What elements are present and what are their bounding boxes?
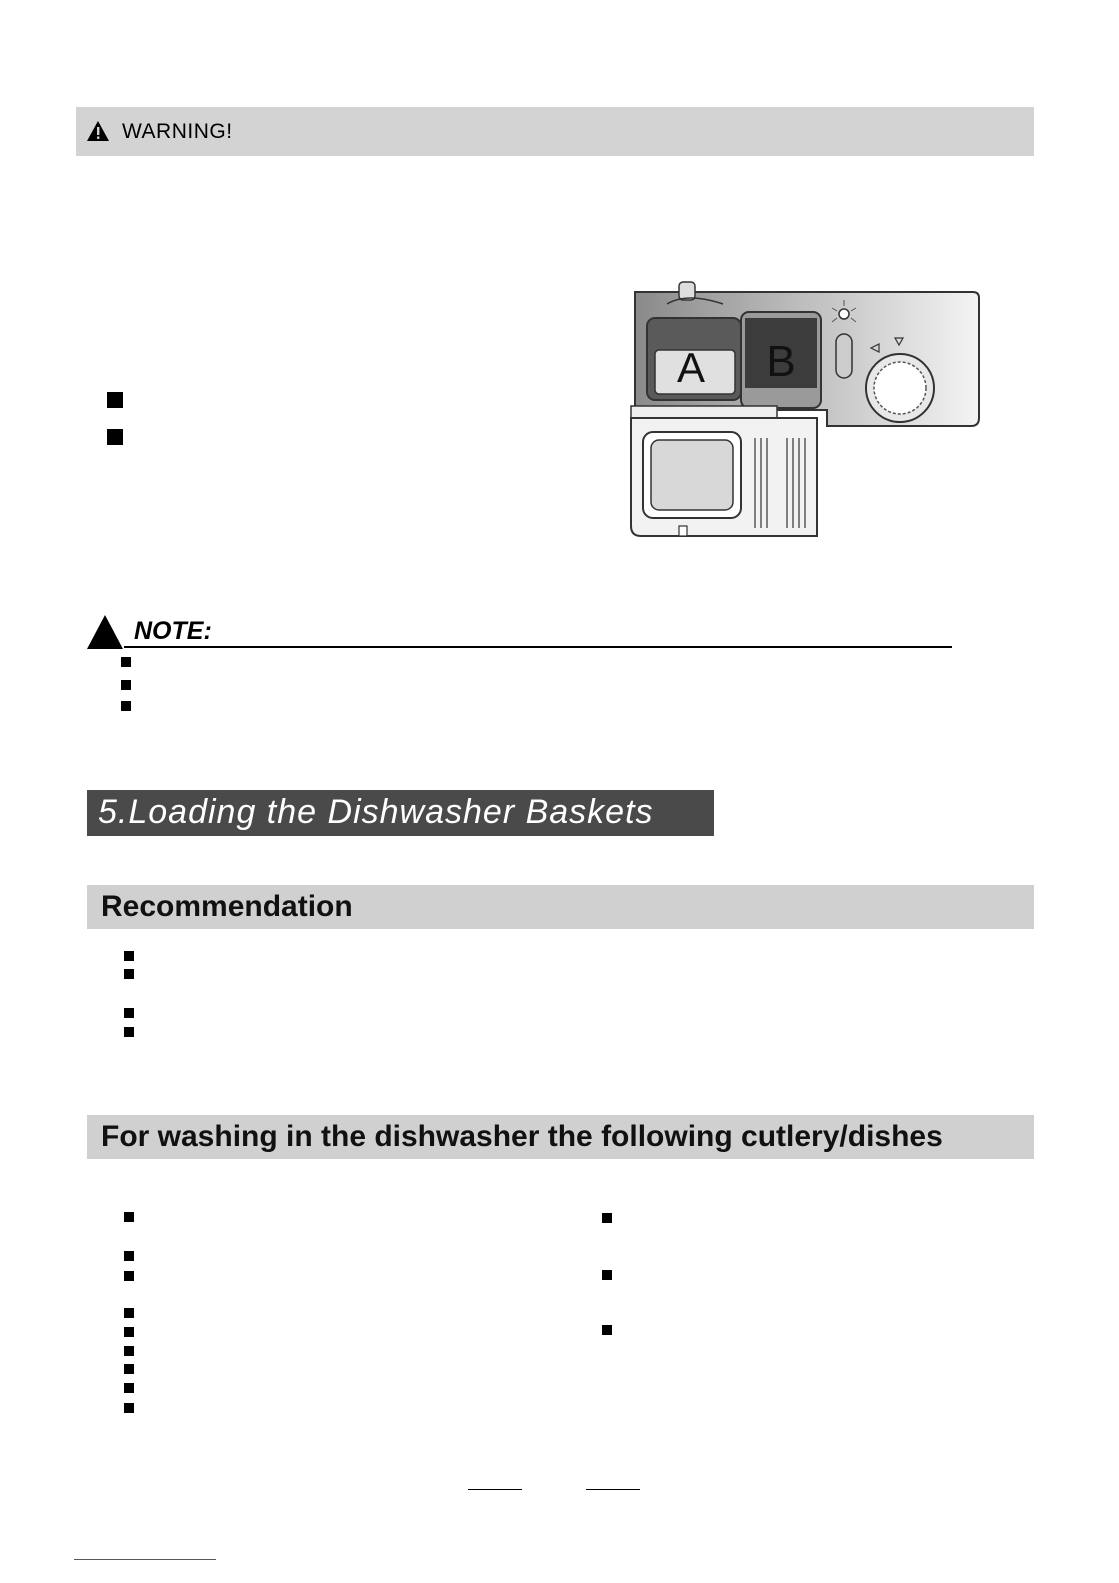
bullet-icon — [124, 1008, 134, 1018]
recommendation-title: Recommendation — [101, 890, 353, 923]
washing-title: For washing in the dishwasher the following cutlery/dishes — [101, 1120, 943, 1153]
compartment-b — [741, 312, 821, 408]
bullet-icon — [121, 657, 131, 667]
compartment-a-label: A — [676, 344, 706, 391]
note-divider — [124, 646, 952, 648]
bullet-icon — [121, 701, 131, 711]
bullet-icon — [602, 1270, 612, 1280]
bullet-icon — [124, 1327, 134, 1337]
bullet-icon — [124, 969, 134, 979]
warning-icon — [86, 120, 110, 142]
bullet-icon — [107, 429, 123, 445]
section-heading — [87, 790, 714, 836]
footer-link-underline — [74, 1559, 216, 1560]
bullet-icon — [124, 1403, 134, 1413]
bullet-icon — [124, 1271, 134, 1281]
recommendation-bar — [87, 885, 1034, 929]
bullet-icon — [124, 1308, 134, 1318]
footer-line-right — [586, 1489, 640, 1490]
warning-bar — [76, 107, 1034, 156]
bullet-icon — [124, 951, 134, 961]
bullet-icon — [602, 1325, 612, 1335]
bullet-icon — [107, 392, 123, 408]
bullet-icon — [121, 680, 131, 690]
bullet-icon — [124, 1364, 134, 1374]
section-title: 5.Loading the Dishwasher Baskets — [98, 793, 654, 831]
compartment-a — [647, 318, 741, 400]
bullet-icon — [602, 1213, 612, 1223]
note-label: NOTE: — [134, 617, 212, 645]
compartment-b-label: B — [766, 337, 796, 386]
washing-bar — [87, 1115, 1034, 1159]
detergent-dispenser-illustration — [627, 278, 983, 540]
bullet-icon — [124, 1027, 134, 1037]
bullet-icon — [124, 1346, 134, 1356]
warning-label: WARNING! — [122, 120, 233, 143]
bullet-icon — [124, 1251, 134, 1261]
bullet-icon — [124, 1383, 134, 1393]
note-warning-icon — [86, 614, 124, 650]
footer-line-left — [468, 1489, 522, 1490]
bullet-icon — [124, 1212, 134, 1222]
